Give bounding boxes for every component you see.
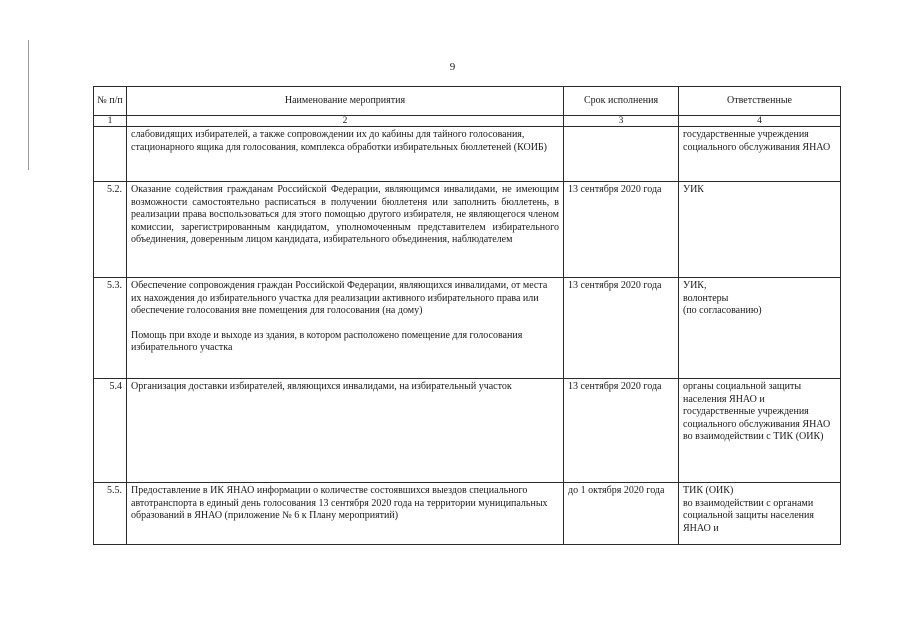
row-deadline: 13 сентября 2020 года	[564, 379, 679, 483]
table-row-5-3	[94, 278, 841, 379]
row-responsible: государственные учреждения социального обслуживания ЯНАО	[679, 127, 841, 182]
responsible-line: волонтеры	[683, 292, 729, 304]
table-row-5-2	[94, 182, 841, 278]
row-num: 5.5.	[94, 483, 127, 545]
row-responsible: органы социальной защиты населения ЯНАО и государственные учреждения социального обслуживания ЯНАО во взаимодействии с ТИК (ОИК)	[679, 379, 841, 483]
row-name	[127, 278, 564, 379]
row-num: 5.3.	[94, 278, 127, 379]
row-deadline: 13 сентября 2020 года	[564, 278, 679, 379]
column-number: 1	[94, 116, 127, 127]
column-number: 4	[679, 116, 841, 127]
header-responsible: Ответственные	[679, 87, 841, 116]
row-name-main: Обеспечение сопровождения граждан Российской Федерации, являющихся инвалидами, от места их нахождения до избирательного участка для реализации активного избирательного права или обеспечение голосования вне помещения для голосования (на дому)	[131, 280, 548, 316]
row-name: Оказание содействия гражданам Российской Федерации, являющимся инвалидами, не имеющим возможности самостоятельно расписаться в получении бюллетеня или заполнить бюллетень, в реализации права воспользоваться для этого помощью другого избирателя, не являющегося членом комиссии, зарегистрированным кандидатом, уполномоченным представителем избирательного объединения, доверенным лицом кандидата, избирательного объединения, наблюдателем	[127, 182, 564, 278]
paragraph-gap	[131, 318, 559, 330]
row-name: Предоставление в ИК ЯНАО информации о количестве состоявшихся выездов специального автотранспорта в единый день голосования 13 сентября 2020 года на территории муниципальных образований в ЯНАО (приложение № 6 к Плану мероприятий)	[127, 483, 564, 545]
header-name: Наименование мероприятия	[127, 87, 564, 116]
row-num	[94, 127, 127, 182]
table-row-continuation	[94, 127, 841, 182]
row-name: Организация доставки избирателей, являющихся инвалидами, на избирательный участок	[127, 379, 564, 483]
page-number: 9	[449, 61, 456, 73]
table-header-row	[94, 87, 841, 116]
row-num: 5.4	[94, 379, 127, 483]
responsible-line: УИК,	[683, 280, 707, 291]
row-deadline: 13 сентября 2020 года	[564, 182, 679, 278]
row-name-extra: Помощь при входе и выходе из здания, в котором расположено помещение для голосования избирательного участка	[131, 329, 523, 353]
row-num: 5.2.	[94, 182, 127, 278]
row-name: слабовидящих избирателей, а также сопровождении их до кабины для тайного голосования, стационарного ящика для голосования, комплекса обработки избирательных бюллетеней (КОИБ)	[127, 127, 564, 182]
header-num: № п/п	[94, 87, 127, 116]
table-row-5-4	[94, 379, 841, 483]
responsible-line: ТИК (ОИК)	[683, 485, 734, 496]
responsible-line: во взаимодействии с органами социальной защиты населения ЯНАО и	[683, 497, 814, 534]
row-deadline	[564, 127, 679, 182]
table-row-5-5	[94, 483, 841, 545]
column-numbers-row	[94, 116, 841, 127]
row-responsible	[679, 483, 841, 545]
events-table	[93, 86, 841, 545]
responsible-line: (по согласованию)	[683, 305, 762, 316]
column-number: 2	[127, 116, 564, 127]
row-deadline: до 1 октября 2020 года	[564, 483, 679, 545]
row-responsible	[679, 278, 841, 379]
row-responsible: УИК	[679, 182, 841, 278]
margin-line	[28, 40, 29, 170]
header-deadline: Срок исполнения	[564, 87, 679, 116]
column-number: 3	[564, 116, 679, 127]
